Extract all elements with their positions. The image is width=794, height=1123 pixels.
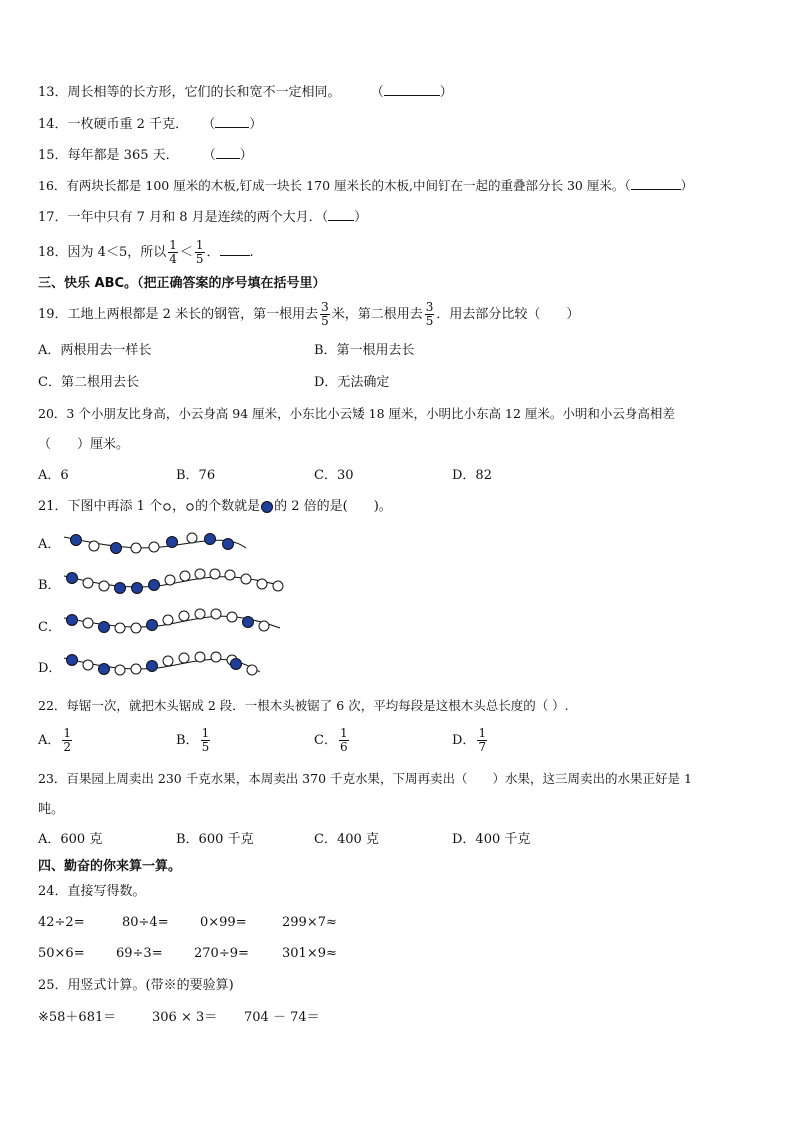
white-bead-icon <box>185 502 195 512</box>
question-15: 15．每年都是 365 天． （ ） <box>38 145 253 165</box>
q24-item: 50×6= <box>38 946 85 961</box>
question-25-title: 25．用竖式计算。(带※的要验算) <box>38 978 234 993</box>
question-17: 17．一年中只有 7 月和 8 月是连续的两个大月．（ ） <box>38 207 367 227</box>
q24-item: 270÷9= <box>194 946 249 961</box>
q21-option-b-bead-string[interactable] <box>60 566 290 600</box>
q24-item: 69÷3= <box>116 946 163 961</box>
q22-option-a[interactable]: A． $\frac{1}{2}$ <box>38 726 72 754</box>
white-bead-icon <box>162 502 172 512</box>
q23-option-a[interactable]: A．600 克 <box>38 832 103 847</box>
q24-item: 301×9≈ <box>282 946 337 961</box>
answer-blank-17[interactable] <box>328 207 354 221</box>
q25-item: 704 － 74＝ <box>244 1010 320 1025</box>
q20-option-a[interactable]: A．6 <box>38 468 69 483</box>
q22-option-b[interactable]: B． $\frac{1}{5}$ <box>176 726 210 754</box>
q21-option-d-label[interactable]: D． <box>38 661 62 676</box>
q19-option-b[interactable]: B．第一根用去长 <box>314 343 415 358</box>
q21-option-c-bead-string[interactable] <box>60 606 290 642</box>
question-23-line-2: 吨。 <box>38 802 65 817</box>
q23-option-d[interactable]: D．400 千克 <box>452 832 531 847</box>
section-4-heading: 四、勤奋的你来算一算。 <box>38 859 182 874</box>
q22-option-c[interactable]: C． $\frac{1}{6}$ <box>314 726 348 754</box>
q20-option-b[interactable]: B．76 <box>176 468 216 483</box>
q19-option-d[interactable]: D．无法确定 <box>314 375 390 390</box>
q25-item: 306 × 3＝ <box>152 1010 218 1025</box>
q21-option-c-label[interactable]: C． <box>38 620 61 635</box>
q19-option-c[interactable]: C．第二根用去长 <box>38 375 139 390</box>
q24-item: 42÷2= <box>38 915 85 930</box>
blue-bead-icon <box>260 500 274 514</box>
question-18: 18．因为 4＜5，所以 $\frac{1}{4}$ ＜ $\frac{1}{5}$ ． . <box>38 238 254 266</box>
question-24-title: 24．直接写得数。 <box>38 884 146 899</box>
fraction-1-4: $\frac{1}{4}$ <box>169 238 177 266</box>
answer-blank-16[interactable] <box>631 176 681 190</box>
question-20-line-1: 20．3 个小朋友比身高，小云身高 94 厘米，小东比小云矮 18 厘米，小明比小东高 12 厘米。小明和小云身高相差 <box>38 406 675 421</box>
q24-item: 299×7≈ <box>282 915 337 930</box>
q24-item: 80÷4= <box>122 915 169 930</box>
q23-option-c[interactable]: C．400 克 <box>314 832 379 847</box>
q21-option-d-bead-string[interactable] <box>60 648 280 682</box>
q25-item: ※58＋681＝ <box>38 1010 117 1025</box>
question-19: 19．工地上两根都是 2 米长的钢管，第一根用去 $\frac{3}{5}$ 米，第二根用去 $\frac{3}{5}$ ．用去部分比较（ ） <box>38 300 580 328</box>
q24-item: 0×99= <box>200 915 247 930</box>
q23-option-b[interactable]: B．600 千克 <box>176 832 254 847</box>
q20-option-d[interactable]: D．82 <box>452 468 492 483</box>
question-20-line-2: （ ）厘米。 <box>38 437 130 452</box>
answer-blank-18[interactable] <box>220 242 250 256</box>
q21-option-b-label[interactable]: B． <box>38 578 61 593</box>
answer-blank-15[interactable] <box>216 145 240 159</box>
q20-option-c[interactable]: C．30 <box>314 468 354 483</box>
fraction-3-5-b: $\frac{3}{5}$ <box>425 300 434 328</box>
fraction-3-5-a: $\frac{3}{5}$ <box>321 300 329 328</box>
answer-blank-13[interactable] <box>384 82 440 96</box>
answer-blank-14[interactable] <box>215 114 249 128</box>
fraction-1-5: $\frac{1}{5}$ <box>195 238 204 266</box>
question-14: 14．一枚硬币重 2 千克． （ ） <box>38 114 262 134</box>
q19-option-a[interactable]: A．两根用去一样长 <box>38 343 152 358</box>
question-23-line-1: 23．百果园上周卖出 230 千克水果，本周卖出 370 千克水果，下周再卖出（ ）水果，这三周卖出的水果正好是 1 <box>38 771 692 786</box>
q22-option-d[interactable]: D． $\frac{1}{7}$ <box>452 726 487 754</box>
q21-option-a-bead-string[interactable] <box>60 528 260 558</box>
question-16: 16．有两块长都是 100 厘米的木板,钉成一块长 170 厘米长的木板,中间钉在一起的重叠部分长 30 厘米。（ ） <box>38 178 694 193</box>
question-21: 21．下图中再添 1 个 ， 的个数就是 的 2 倍的是( )。 <box>38 499 392 514</box>
question-13: 13．周长相等的长方形，它们的长和宽不一定相同。 （ ） <box>38 82 453 102</box>
q21-option-a-label[interactable]: A． <box>38 537 61 552</box>
section-3-heading: 三、快乐 ABC。（把正确答案的序号填在括号里） <box>38 276 326 291</box>
question-22: 22．每锯一次，就把木头锯成 2 段．一根木头被锯了 6 次，平均每段是这根木头总长度的（ ）. <box>38 698 569 713</box>
